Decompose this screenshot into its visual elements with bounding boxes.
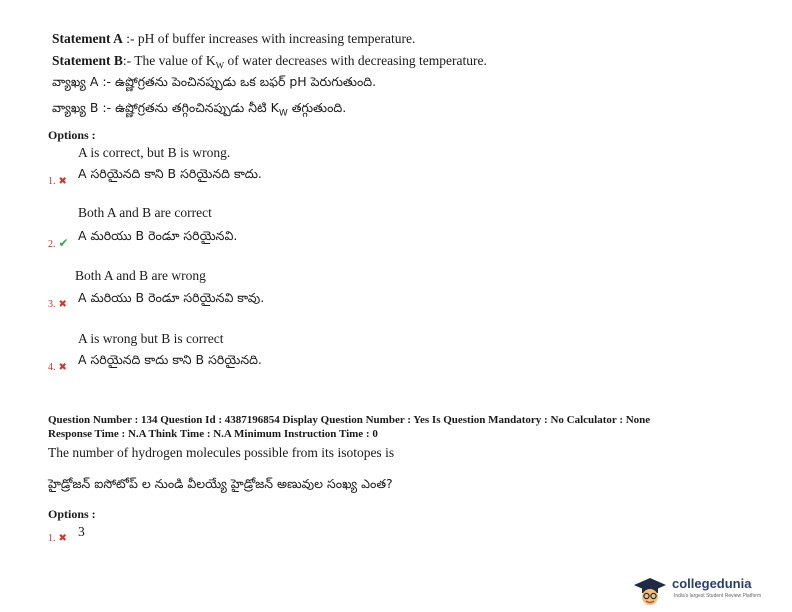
- option-2-telugu: A మరియు B రెండూ సరియైనవి.: [78, 228, 238, 243]
- statement-a: [52, 31, 415, 47]
- option-4-number: [48, 362, 67, 373]
- option-3-telugu: A మరియు B రెండూ సరియైనవి కావు.: [78, 290, 265, 305]
- cross-icon: ✖: [58, 299, 67, 310]
- question-text: The number of hydrogen molecules possible from its isotopes is: [48, 445, 395, 460]
- question-meta-line-1: Question Number : 134 Question Id : 4387196854 Display Question Number : Yes Is Question Mandatory : No Calculator : None: [48, 414, 651, 426]
- option-4-index: 4.: [48, 362, 56, 373]
- statement-b-telugu: [52, 100, 346, 119]
- statement-a-text: :- pH of buffer increases with increasing temperature.: [126, 31, 416, 46]
- statement-b-sub: W: [215, 60, 225, 71]
- option-4-text: A is wrong but B is correct: [78, 331, 224, 346]
- graduate-icon: [632, 576, 668, 606]
- cross-icon: ✖: [58, 362, 67, 373]
- option-1-telugu: A సరియైనది కాని B సరియైనది కాదు.: [78, 166, 262, 181]
- option-2-number: [48, 236, 69, 250]
- statement-b-telugu-post: తగ్గుతుంది.: [287, 100, 347, 115]
- question-meta-line-2: Response Time : N.A Think Time : N.A Minimum Instruction Time : 0: [48, 428, 378, 440]
- option-1-text: A is correct, but B is wrong.: [78, 145, 231, 160]
- options-heading: Options :: [48, 128, 96, 142]
- options-heading: Options :: [48, 507, 96, 521]
- statement-b-text-pre: :- The value of K: [122, 53, 216, 68]
- option-1-index: 1.: [48, 176, 56, 187]
- option-3-index: 3.: [48, 299, 56, 310]
- statement-a-telugu: వ్యాఖ్య A :- ఉష్ణోగ్రతను పెంచినప్పుడు ఒక బఫర్ pH పెరుగుతుంది.: [52, 74, 377, 89]
- statement-b: [52, 53, 487, 71]
- statement-b-text-post: of water decreases with decreasing temperature.: [224, 53, 487, 68]
- cross-icon: ✖: [58, 533, 67, 544]
- option-3-number: [48, 299, 67, 310]
- logo-name: collegedunia: [672, 576, 752, 591]
- option-1-number: [48, 176, 67, 187]
- option-2-index: 2.: [48, 239, 56, 250]
- statement-b-label: Statement B: [52, 53, 123, 68]
- statement-b-telugu-pre: వ్యాఖ్య B :- ఉష్ణోగ్రతను తగ్గించినప్పుడు నీటి K: [52, 100, 279, 115]
- q2-option-1-index: 1.: [48, 533, 56, 544]
- statement-b-telugu-sub: W: [278, 108, 288, 119]
- logo-tagline: India's largest Student Review Platform: [674, 593, 762, 599]
- option-2-text: Both A and B are correct: [78, 205, 212, 220]
- q2-option-1-number: [48, 533, 67, 544]
- question-telugu: హైడ్రోజన్ ఐసోటోప్ ల నుండి వీలయ్యే హైడ్రోజన్ అణువుల సంఖ్య ఎంత?: [48, 476, 393, 491]
- option-3-text: Both A and B are wrong: [75, 268, 206, 283]
- option-4-telugu: A సరియైనది కాదు కాని B సరియైనది.: [78, 352, 262, 367]
- collegedunia-logo: [632, 574, 782, 608]
- q2-option-1-text: 3: [78, 524, 85, 539]
- statement-a-label: Statement A: [52, 31, 123, 46]
- check-icon: ✔: [58, 236, 69, 250]
- cross-icon: ✖: [58, 176, 67, 187]
